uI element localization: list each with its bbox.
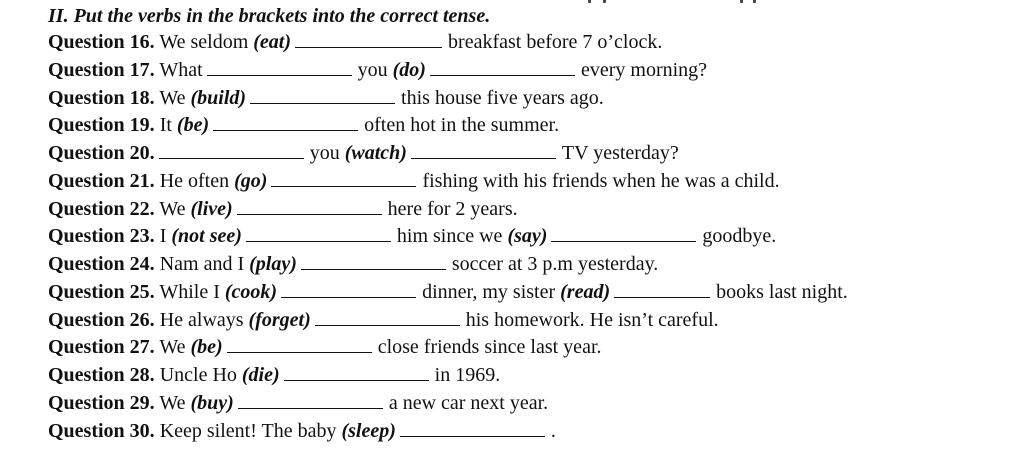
- answer-blank[interactable]: [213, 116, 358, 131]
- question-text: you: [357, 58, 388, 81]
- question-text: TV yesterday?: [561, 142, 679, 164]
- question-text: We: [159, 336, 186, 359]
- question-label: Question 21.: [48, 169, 155, 192]
- question-27: [48, 334, 1018, 362]
- verb-hint: (watch): [344, 142, 407, 164]
- verb-hint: (build): [190, 86, 247, 109]
- question-text: .: [550, 419, 556, 442]
- answer-blank[interactable]: [411, 144, 556, 159]
- answer-blank[interactable]: [614, 283, 710, 298]
- answer-blank[interactable]: [315, 311, 460, 326]
- question-18: [48, 85, 1018, 113]
- question-21: [48, 168, 1018, 196]
- verb-hint: (live): [190, 197, 233, 220]
- question-text: We seldom: [159, 31, 249, 53]
- question-label: Question 18.: [48, 86, 155, 109]
- question-label: Question 24.: [48, 253, 155, 275]
- answer-blank[interactable]: [281, 283, 416, 298]
- question-text: It: [159, 114, 172, 137]
- question-text: While I: [159, 280, 220, 303]
- question-label: Question 27.: [48, 336, 155, 359]
- verb-hint: (buy): [190, 391, 234, 414]
- answer-blank[interactable]: [227, 338, 372, 353]
- question-29: [48, 390, 1018, 418]
- question-text: We: [159, 197, 186, 220]
- answer-blank[interactable]: [271, 172, 416, 187]
- question-text: We: [159, 86, 186, 109]
- question-17: [48, 57, 1018, 85]
- verb-hint: (not see): [171, 225, 242, 248]
- question-19: [48, 112, 1018, 140]
- question-text: We: [159, 391, 186, 414]
- question-text: Nam and I: [159, 253, 245, 275]
- question-label: Question 26.: [48, 308, 155, 331]
- answer-blank[interactable]: [237, 200, 382, 215]
- answer-blank[interactable]: [159, 144, 304, 159]
- question-text: I: [159, 225, 167, 248]
- question-text: often hot in the summer.: [364, 114, 560, 137]
- question-24: [48, 251, 1018, 279]
- answer-blank[interactable]: [295, 33, 442, 48]
- question-text: in 1969.: [434, 364, 501, 386]
- question-text: He always: [159, 308, 244, 331]
- question-30: [48, 418, 1018, 446]
- answer-blank[interactable]: [430, 61, 575, 76]
- question-16: [48, 29, 1018, 57]
- question-label: Question 16.: [48, 31, 155, 53]
- question-text: him since we: [396, 225, 503, 248]
- answer-blank[interactable]: [246, 227, 391, 242]
- verb-hint: (play): [249, 253, 297, 275]
- question-text: a new car next year.: [388, 391, 549, 414]
- question-text: this house five years ago.: [401, 86, 604, 109]
- question-label: Question 20.: [48, 142, 155, 164]
- question-label: Question 19.: [48, 114, 155, 137]
- verb-hint: (be): [190, 336, 223, 359]
- question-list: [48, 29, 1018, 445]
- verb-hint: (forget): [248, 308, 311, 331]
- question-text: books last night.: [716, 280, 848, 303]
- question-label: Question 29.: [48, 391, 155, 414]
- answer-blank[interactable]: [301, 255, 446, 270]
- verb-hint: (eat): [253, 31, 292, 53]
- question-26: [48, 307, 1018, 335]
- question-label: Question 17.: [48, 58, 155, 81]
- question-28: [48, 362, 1018, 390]
- question-text: Uncle Ho: [159, 364, 237, 386]
- question-text: soccer at 3 p.m yesterday.: [451, 253, 659, 275]
- verb-hint: (sleep): [341, 419, 396, 442]
- verb-hint: (say): [507, 225, 548, 248]
- question-text: What: [159, 58, 203, 81]
- question-text: fishing with his friends when he was a child.: [422, 169, 780, 192]
- question-23: [48, 223, 1018, 251]
- question-label: Question 30.: [48, 419, 155, 442]
- verb-hint: (be): [176, 114, 210, 137]
- answer-blank[interactable]: [207, 61, 352, 76]
- question-text: Keep silent! The baby: [159, 419, 337, 442]
- answer-blank[interactable]: [284, 366, 429, 381]
- answer-blank[interactable]: [551, 227, 696, 242]
- question-label: Question 25.: [48, 280, 155, 303]
- verb-hint: (die): [241, 364, 280, 386]
- question-text: close friends since last year.: [377, 336, 602, 359]
- exercise-heading: II. Put the verbs in the brackets into the correct tense.: [48, 5, 491, 27]
- question-label: Question 28.: [48, 364, 155, 386]
- verb-hint: (read): [560, 280, 611, 303]
- question-text: every morning?: [580, 58, 708, 81]
- verb-hint: (go): [234, 169, 268, 192]
- verb-hint: (do): [392, 58, 426, 81]
- question-text: He often: [159, 169, 230, 192]
- answer-blank[interactable]: [238, 394, 383, 409]
- question-22: [48, 196, 1018, 224]
- worksheet: [48, 3, 1018, 445]
- question-text: his homework. He isn’t careful.: [465, 308, 719, 331]
- answer-blank[interactable]: [250, 89, 395, 104]
- verb-hint: (cook): [224, 280, 278, 303]
- question-label: Question 23.: [48, 225, 155, 248]
- question-text: breakfast before 7 o’clock.: [448, 31, 663, 53]
- question-text: you: [309, 142, 340, 164]
- question-20: [48, 140, 1018, 168]
- question-text: dinner, my sister: [422, 280, 556, 303]
- answer-blank[interactable]: [400, 422, 545, 437]
- question-text: here for 2 years.: [387, 197, 518, 220]
- question-25: [48, 279, 1018, 307]
- question-text: goodbye.: [702, 225, 777, 248]
- question-label: Question 22.: [48, 197, 155, 220]
